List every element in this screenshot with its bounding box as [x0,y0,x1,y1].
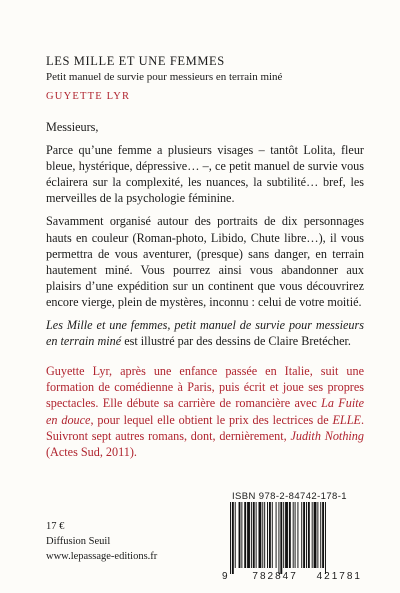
bio-book-3: Judith Nothing [290,428,364,443]
blurb [46,119,364,460]
barcode-bar [253,502,255,568]
book-title-italic: Les Mille et une femmes, petit manuel de survie pour messieurs en terrain miné [46,318,364,349]
barcode-bar [264,502,265,568]
isbn-label: ISBN 978-2-84742-178-1 [232,491,347,502]
barcode-bar [283,502,284,568]
back-cover [46,54,364,467]
barcode-bar [247,502,250,568]
book-subtitle: Petit manuel de survie pour messieurs en terrain miné [46,71,283,83]
author-bio [46,363,364,460]
bio-book-2: ELLE [332,412,361,427]
distributor: Diffusion Seuil [46,536,111,547]
barcode-bar [232,502,234,574]
barcode-bar [295,502,296,568]
barcode-bar [322,502,324,568]
barcode-bar [293,502,294,568]
blurb-paragraph-3 [46,317,364,349]
barcode-bar [262,502,263,568]
author-name: GUYETTE LYR [46,91,131,102]
barcode-bar [306,502,307,568]
bio-book-1: La Fuite en douce [46,396,365,427]
barcode-bar [312,502,313,568]
bio-text-1: Guyette Lyr, après une enfance passée en Italie, suit une formation de comédienne à Paris, puis écrit et joue ses propres spectacles. Elle débute sa carrière de romancière avec [46,364,364,411]
barcode-bar [325,502,326,574]
salutation: Messieurs, [46,120,99,134]
book-title: LES MILLE ET UNE FEMMES [46,54,225,68]
bio-text-4: (Actes Sud, 2011). [46,444,137,459]
barcode-bar [308,502,310,568]
barcode-bar [244,502,246,568]
barcode-digits-right: 421781 [316,571,362,582]
barcode-digits-left: 782847 [252,571,298,582]
barcode-bar [303,502,305,568]
barcode-bar [239,502,241,568]
barcode-bar [285,502,288,568]
barcode-bar [230,502,231,574]
barcode-bar [289,502,291,568]
bio-text-2: , pour lequel elle obtient le prix des lectrices de [90,412,333,427]
barcode-bar [314,502,317,568]
barcode-bar [235,502,236,568]
barcode-bar [280,502,282,574]
barcode-bar [272,502,273,568]
barcode-digits [222,571,362,582]
blurb-paragraph-1: Parce qu’une femme a plusieurs visages – tantôt Lolita, fleur bleue, hystérique, dépressive… –, ce petit manuel de survie vous éclairera sur la complexité, les nuances, la subtilité… bref, les merveilles de la psychologie féminine. [46,143,364,206]
barcode-bar [297,502,298,568]
barcode-bar [278,502,279,574]
barcode-bar [267,502,268,568]
barcode-bar [317,502,318,568]
barcode-bar [269,502,271,568]
blurb-paragraph-2: Savamment organisé autour des portraits de dix personnages hauts en couleur (Roman-photo, Libido, Chute libre…), il vous permettra de vous aventurer, (presque) sans danger, en terrain hautement miné. Vous pourrez ainsi vous abandonner aux plaisirs d’une expédition sur un continent que vous découvrirez encore vierge, plein de mystères, inconnu : celui de votre moitié. [46,214,364,309]
illustration-credit: est illustré par des dessins de Claire Bretécher. [121,334,351,349]
barcode-bar [320,502,321,568]
barcode-bar [276,502,277,568]
barcode-bar [241,502,242,568]
barcode-digit-first: 9 [222,571,228,582]
barcode-bar [251,502,252,568]
price: 17 € [46,521,65,532]
publisher-info [46,519,157,564]
barcode-bar [256,502,257,568]
bio-text-3: . Suivront sept autres romans, dont, dernièrement, [46,412,364,443]
barcode-icon [222,502,362,574]
barcode-bar [259,502,262,568]
website: www.lepassage-editions.fr [46,551,158,562]
barcode-bar [301,502,302,568]
